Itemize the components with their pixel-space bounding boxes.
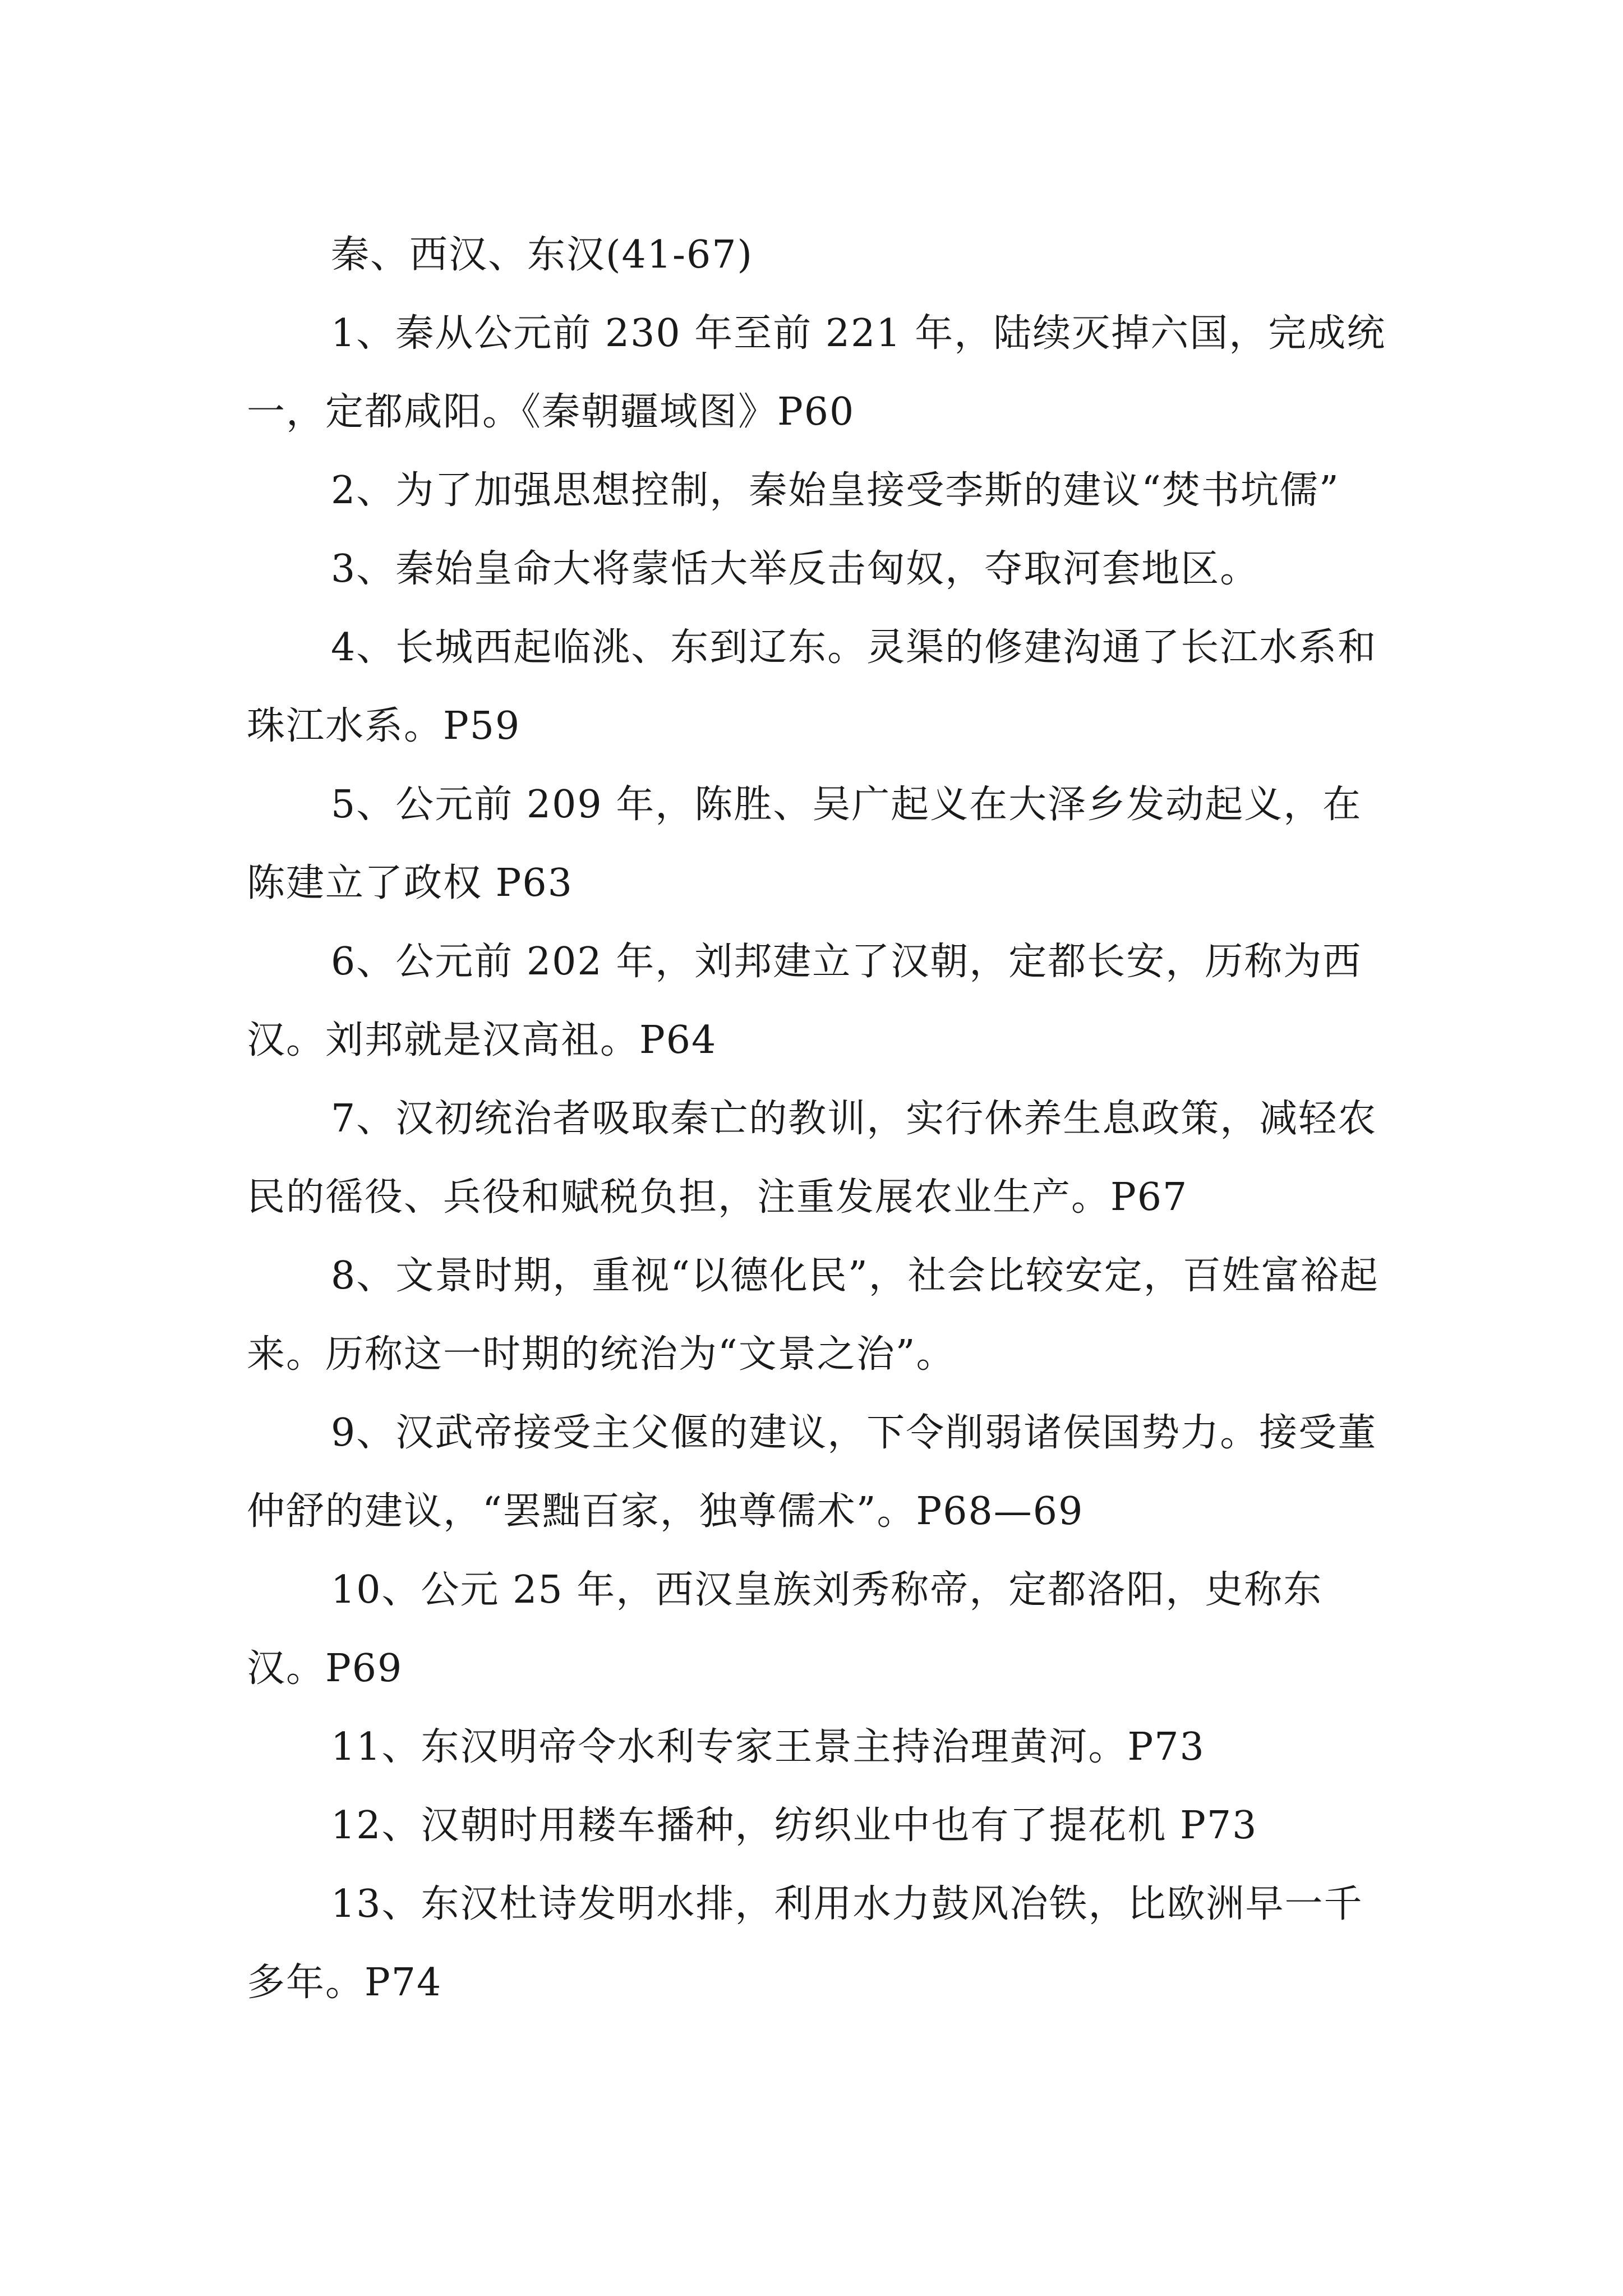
list-item: 13、东汉杜诗发明水排，利用水力鼓风冶铁，比欧洲早一千多年。P74 [247,1882,1363,2005]
list-item: 3、秦始皇命大将蒙恬大举反击匈奴，夺取河套地区。 [331,547,1260,591]
list-item: 9、汉武帝接受主父偃的建议，下令削弱诸侯国势力。接受董仲舒的建议，“罢黜百家，独尊儒术”。P68—69 [247,1411,1377,1534]
list-item: 5、公元前 209 年，陈胜、吴广起义在大泽乡发动起义，在陈建立了政权 P63 [247,783,1362,905]
list-item: 6、公元前 202 年，刘邦建立了汉朝，定都长安，历称为西汉。刘邦就是汉高祖。P64 [247,940,1362,1062]
list-item: 12、汉朝时用耧车播种，纺织业中也有了提花机 P73 [331,1803,1258,1848]
list-item: 10、公元 25 年，西汉皇族刘秀称帝，定都洛阳，史称东汉。P69 [247,1568,1323,1691]
document-body [247,216,1391,2022]
section-heading: 秦、西汉、东汉(41-67) [331,233,754,277]
list-item: 2、为了加强思想控制，秦始皇接受李斯的建议“焚书坑儒” [331,468,1340,513]
list-item: 11、东汉明帝令水利专家王景主持治理黄河。P73 [331,1725,1205,1769]
list-item: 1、秦从公元前 230 年至前 221 年，陆续灭掉六国，完成统一，定都咸阳。《秦朝疆域图》P60 [247,311,1386,434]
list-item: 8、文景时期，重视“以德化民”，社会比较安定，百姓富裕起来。历称这一时期的统治为“文景之治”。 [247,1254,1379,1377]
list-item: 4、长城西起临洮、东到辽东。灵渠的修建沟通了长江水系和珠江水系。P59 [247,625,1377,748]
list-item: 7、汉初统治者吸取秦亡的教训，实行休养生息政策，减轻农民的徭役、兵役和赋税负担，注重发展农业生产。P67 [247,1097,1377,1220]
